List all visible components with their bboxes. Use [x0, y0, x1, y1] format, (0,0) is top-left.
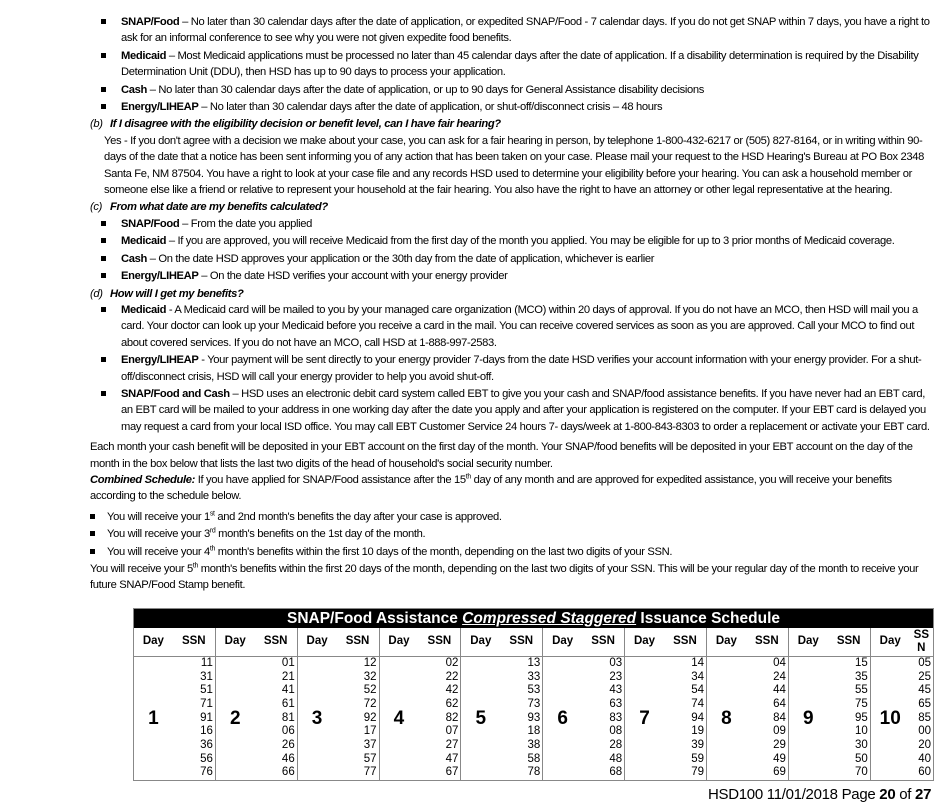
ssn-digits: 42	[445, 684, 459, 697]
item-label: Energy/LIHEAP	[121, 354, 199, 367]
ssn-digits: 39	[691, 739, 705, 752]
ssn-digits: 70	[854, 766, 868, 779]
ssn-digits: 54	[691, 684, 705, 697]
bullet-icon	[101, 53, 106, 58]
ssn-digits: 61	[281, 697, 295, 710]
sup: th	[209, 544, 215, 552]
bullet-icon	[101, 307, 106, 312]
ssn-digits: 55	[854, 684, 868, 697]
bullet-icon	[101, 221, 106, 226]
ssn-digits: 93	[527, 711, 541, 724]
table-title	[134, 608, 934, 628]
ssn-digits: 75	[854, 697, 868, 710]
title-text: Issuance Schedule	[636, 609, 780, 627]
ssn-digits: 84	[773, 711, 786, 724]
item-text: You will receive your 1	[107, 510, 210, 523]
title-emphasis: Compressed Staggered	[462, 609, 637, 627]
ssn-digits-cell	[582, 656, 625, 780]
ssn-digits: 78	[527, 766, 541, 779]
ssn-digits: 62	[445, 697, 459, 710]
ssn-digits: 00	[918, 725, 931, 738]
page-total: 27	[915, 786, 932, 804]
section-heading: From what date are my benefits calculated?	[110, 201, 328, 214]
ssn-digits: 25	[918, 670, 931, 683]
page-footer	[0, 781, 950, 811]
ssn-column-header: SSN	[664, 628, 707, 657]
ssn-digits: 03	[609, 656, 623, 669]
ssn-digits: 94	[691, 711, 705, 724]
ssn-digits: 24	[773, 670, 786, 683]
ssn-digits: 64	[773, 697, 786, 710]
item-label: SNAP/Food	[121, 217, 180, 230]
ssn-column-header: SSN	[582, 628, 625, 657]
item-label: Cash	[121, 252, 147, 265]
ssn-digits-cell	[664, 656, 707, 780]
ssn-digits: 82	[445, 711, 459, 724]
ssn-digits: 95	[854, 711, 868, 724]
issuance-day: 2	[215, 656, 254, 780]
ssn-digits-cell	[500, 656, 543, 780]
ssn-digits: 41	[281, 684, 295, 697]
ssn-digits: 06	[281, 725, 295, 738]
page-number: 20	[879, 786, 896, 804]
ssn-digits: 27	[445, 739, 459, 752]
list-item	[121, 302, 936, 351]
ssn-digits: 81	[281, 711, 295, 724]
ssn-digits: 30	[854, 739, 868, 752]
combined-schedule-paragraph	[90, 472, 936, 505]
issuance-day: 4	[379, 656, 418, 780]
sup: th	[192, 562, 198, 570]
ssn-digits: 71	[200, 697, 213, 710]
ssn-digits-cell	[910, 656, 934, 780]
item-label: Energy/LIHEAP	[121, 270, 199, 283]
bullet-icon	[101, 273, 106, 278]
issuance-day: 6	[543, 656, 582, 780]
ssn-digits: 50	[854, 752, 868, 765]
ssn-digits: 60	[918, 766, 931, 779]
item-text: – No later than 30 calendar days after the date of application, or up to 90 days for General Assistance disability decisions	[146, 83, 704, 96]
item-text: month's benefits on the 1st day of the month.	[215, 528, 426, 541]
sup: rd	[209, 527, 216, 535]
ssn-digits-cell	[418, 656, 461, 780]
ssn-column-header: SSN	[828, 628, 871, 657]
ssn-digits: 02	[445, 656, 459, 669]
section-b	[90, 116, 936, 198]
item-label: Medicaid	[121, 235, 167, 248]
day-column-header: Day	[870, 628, 909, 657]
ssn-digits: 59	[691, 752, 705, 765]
list-item	[121, 48, 936, 81]
title-text: SNAP/Food Assistance	[286, 609, 463, 627]
ssn-column-header: SSN	[418, 628, 461, 657]
list-item	[121, 268, 936, 284]
section-heading: How will I get my benefits?	[110, 287, 244, 300]
ssn-digits: 79	[691, 766, 705, 779]
ssn-digits: 32	[363, 670, 377, 683]
ssn-digits-cell	[255, 656, 298, 780]
bullet-icon	[101, 104, 106, 109]
list-item	[121, 14, 936, 47]
text: You will receive your 5	[90, 563, 193, 575]
body-text	[90, 439, 936, 594]
ssn-column-header: SSN	[336, 628, 379, 657]
day-column-header: Day	[134, 628, 173, 657]
column-header-row	[134, 628, 934, 657]
bullet-icon	[90, 549, 95, 554]
ssn-digits: 21	[281, 670, 295, 683]
ssn-digits: 07	[445, 725, 459, 738]
ssn-digits: 65	[918, 697, 931, 710]
list-item	[107, 526, 936, 542]
ssn-digits: 73	[527, 697, 541, 710]
ssn-digits: 08	[609, 725, 623, 738]
ssn-digits: 72	[363, 697, 377, 710]
sup: st	[209, 510, 215, 518]
ssn-digits: 34	[691, 670, 705, 683]
day-column-header: Day	[379, 628, 418, 657]
day-column-header: Day	[543, 628, 582, 657]
ssn-digits: 68	[609, 766, 623, 779]
ssn-digits: 48	[609, 752, 623, 765]
day-column-header: Day	[788, 628, 827, 657]
ebt-deposit-paragraph: Each month your cash benefit will be deposited in your EBT account on the first day of the month. Your SNAP/food benefits will be deposited in your EBT account on the day of the month in the box below that lists the last two digits of the head of household's social security number.	[90, 441, 913, 470]
item-text: You will receive your 3	[107, 528, 210, 541]
section-c	[90, 199, 936, 284]
issuance-day: 5	[461, 656, 500, 780]
item-text: - A Medicaid card will be mailed to you by your managed care organization (MCO) within 20 days of approval. If you do not have an MCO, then HSD will mail you a card. Your doctor can look up your Medicaid before you receive a card in the mail. You can receive covered services as soon as you are approved. Call your MCO to find out about covered services. If you do not have an MCO, call HSD at 1-888-997-2583.	[121, 303, 918, 349]
bullet-icon	[90, 531, 95, 536]
ssn-column-header: SSN	[173, 628, 216, 657]
ssn-digits: 23	[609, 670, 623, 683]
ssn-column-header: SS N	[910, 628, 934, 657]
issuance-day: 8	[707, 656, 746, 780]
day-column-header: Day	[707, 628, 746, 657]
ssn-digits: 22	[445, 670, 459, 683]
day-column-header: Day	[625, 628, 664, 657]
item-text: – HSD uses an electronic debit card system called EBT to give you your cash and SNAP/food assistance benefits. If you have never had an EBT card, an EBT card will be mailed to your address in one working day after the date you apply and after your application is registered on the computer. If your EBT card is delayed you may request a card from your local ISD office. You may call EBT Customer Service 24 hours 7- days/week at 1-800-843-8303 to order a replacement or activate your EBT card.	[121, 387, 930, 433]
ssn-digits: 44	[773, 684, 786, 697]
list-item	[121, 386, 936, 435]
list-item	[121, 352, 936, 385]
bullet-icon	[101, 19, 106, 24]
bullet-icon	[101, 238, 106, 243]
ssn-digits: 92	[363, 711, 377, 724]
ssn-digits: 15	[854, 656, 868, 669]
ssn-digits: 56	[200, 752, 213, 765]
ssn-digits: 28	[609, 739, 623, 752]
ssn-digits: 76	[200, 766, 213, 779]
item-text: – No later than 30 calendar days after the date of application, or expedited SNAP/Food - 7 calendar days. If you do not get SNAP within 7 days, you have a right to ask for an informal conference to see why you were not given expedite food benefits.	[121, 16, 930, 45]
item-text: – From the date you applied	[179, 217, 313, 230]
ssn-column-header: SSN	[746, 628, 789, 657]
ssn-digits: 05	[918, 656, 931, 669]
ssn-column-header: SSN	[255, 628, 298, 657]
ssn-digits: 83	[609, 711, 623, 724]
ssn-digits: 12	[363, 656, 377, 669]
ssn-digits-cell	[173, 656, 216, 780]
table-container	[0, 594, 950, 781]
timeframes-list	[90, 14, 936, 115]
ssn-digits: 37	[363, 739, 377, 752]
ssn-digits: 20	[918, 739, 931, 752]
section-heading: If I disagree with the eligibility decision or benefit level, can I have fair hearing?	[110, 118, 501, 131]
combined-label: Combined Schedule:	[90, 473, 195, 486]
ssn-digits: 74	[691, 697, 705, 710]
fifth-month-paragraph	[90, 561, 936, 594]
list-item	[121, 99, 936, 115]
item-text: – Most Medicaid applications must be processed no later than 45 calendar days after the date of application. If a disability determination is required by the Disability Determination Unit (DDU), then HSD has up to 90 days to process your application.	[121, 49, 919, 79]
section-d	[90, 286, 936, 436]
ssn-digits: 45	[918, 684, 931, 697]
ssn-digits: 10	[854, 725, 868, 738]
ssn-column-header: SSN	[500, 628, 543, 657]
text: day of any month and are approved for expedited assistance, you will receive your benefits according to the schedule below.	[90, 473, 892, 503]
day-column-header: Day	[297, 628, 336, 657]
ssn-digits: 47	[445, 752, 459, 765]
item-text: – If you are approved, you will receive Medicaid from the first day of the month you applied. You may be eligible for up to 3 prior months of Medicaid coverage.	[166, 235, 895, 248]
section-letter: (d)	[90, 287, 103, 300]
list-item	[121, 251, 936, 267]
ssn-digits: 77	[363, 766, 377, 779]
ssn-digits: 26	[281, 739, 295, 752]
section-text: Yes - If you don't agree with a decision we make about your case, you can ask for a fair hearing in person, by telephone 1-800-432-6217 or (505) 827-8164, or in writing within 90-days of the date that a notice has been sent informing you of any action that has been taken on your case. Please mail your request to the HSD Hearing's Bureau at PO Box 2348 Santa Fe, NM 87504. You have a right to look at your case file and any records HSD used to determine your eligibility before your hearing. You can ask a household member or someone else like a friend or relative to represent your household at the fair hearing. You also have the right to have an attorney or other legal representative at the hearing.	[104, 134, 924, 197]
list-item	[121, 216, 936, 232]
text: month's benefits within the first 20 days of the month, depending on the last two digits of your SSN. This will be your regular day of the month to receive your future SNAP/Food Stamp benefit.	[90, 563, 919, 592]
issuance-schedule-table	[133, 608, 934, 781]
ssn-digits: 69	[773, 766, 786, 779]
item-label: SNAP/Food	[121, 16, 180, 28]
section-letter: (b)	[90, 118, 103, 131]
text: If you have applied for SNAP/Food assistance after the 15	[194, 473, 466, 486]
bullet-icon	[101, 256, 106, 261]
ssn-digits: 49	[773, 752, 786, 765]
text: of	[895, 786, 916, 804]
ssn-digits: 17	[363, 725, 377, 738]
ssn-digits: 33	[527, 670, 541, 683]
ssn-digits: 09	[773, 725, 786, 738]
item-label: Energy/LIHEAP	[121, 101, 199, 114]
item-text: month's benefits within the first 10 days of the month, depending on the last two digits of your SSN.	[215, 545, 673, 558]
ssn-digits: 46	[281, 752, 295, 765]
ssn-digits: 13	[527, 656, 541, 669]
ssn-digits: 14	[691, 656, 705, 669]
day-column-header: Day	[461, 628, 500, 657]
issuance-day: 1	[148, 707, 159, 729]
issuance-day: 10	[870, 656, 909, 780]
day-column-header: Day	[215, 628, 254, 657]
ssn-digits: 01	[281, 656, 295, 669]
sup: th	[465, 473, 471, 481]
ssn-digits: 58	[527, 752, 541, 765]
item-text: You will receive your 4	[107, 545, 210, 558]
list-item	[107, 509, 936, 525]
ssn-digits: 67	[445, 766, 459, 779]
list-item	[107, 544, 936, 560]
ssn-digits: 40	[918, 752, 931, 765]
item-text: – No later than 30 calendar days after the date of application, or shut-off/disconnect crisis – 48 hours	[198, 101, 663, 114]
ssn-digits: 85	[918, 711, 931, 724]
table-row	[134, 656, 934, 780]
ssn-digits: 35	[854, 670, 868, 683]
list-item	[121, 82, 936, 98]
bullet-icon	[101, 357, 106, 362]
ssn-digits: 91	[200, 711, 213, 724]
ssn-digits-cell	[336, 656, 379, 780]
item-label: Medicaid	[121, 303, 167, 316]
ssn-digits: 53	[527, 684, 541, 697]
item-label: Cash	[121, 83, 147, 96]
ssn-digits: 57	[363, 752, 377, 765]
ssn-digits: 04	[773, 656, 786, 669]
ssn-digits: 29	[773, 739, 786, 752]
item-label: SNAP/Food and Cash	[121, 387, 230, 400]
ssn-digits: 51	[200, 684, 213, 697]
ssn-digits: 52	[363, 684, 377, 697]
issuance-day: 9	[788, 656, 827, 780]
ssn-digits-cell	[828, 656, 871, 780]
item-text: – On the date HSD verifies your account with your energy provider	[198, 270, 508, 283]
item-text: and 2nd month's benefits the day after your case is approved.	[214, 510, 502, 523]
issuance-day: 7	[625, 656, 664, 780]
bullet-icon	[90, 514, 95, 519]
ssn-digits: 19	[691, 725, 705, 738]
item-text: - Your payment will be sent directly to your energy provider 7-days from the date HSD verifies your account information with your energy provider. For a shut-off/disconnect crisis, HSD will call your energy provider to help you avoid shut-off.	[121, 354, 922, 383]
ssn-digits: 36	[200, 739, 213, 752]
bullet-icon	[101, 87, 106, 92]
ssn-digits-cell	[746, 656, 789, 780]
ssn-digits: 18	[527, 725, 541, 738]
list-item	[121, 233, 936, 249]
ssn-digits: 66	[281, 766, 295, 779]
doc-id: HSD100 11/01/2018 Page	[708, 786, 880, 804]
bullet-icon	[101, 391, 106, 396]
ssn-digits: 16	[200, 725, 213, 738]
ssn-digits: 63	[609, 697, 623, 710]
ssn-digits: 38	[527, 739, 541, 752]
issuance-day: 3	[297, 656, 336, 780]
ssn-digits: 43	[609, 684, 623, 697]
ssn-digits: 31	[200, 670, 213, 683]
item-label: Medicaid	[121, 49, 167, 62]
ssn-digits: 11	[200, 656, 213, 669]
section-letter: (c)	[90, 201, 102, 214]
item-text: – On the date HSD approves your application or the 30th day from the date of application, whichever is earlier	[146, 252, 655, 265]
